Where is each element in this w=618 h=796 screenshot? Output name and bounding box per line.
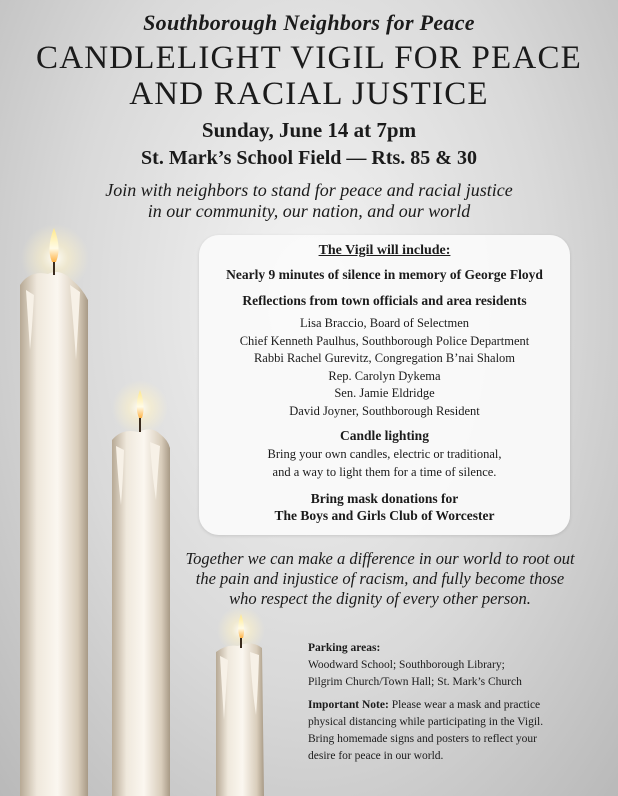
- intro-line-2: in our community, our nation, and our world: [147, 201, 471, 221]
- candle-small-icon: [216, 606, 265, 796]
- parking-heading: Parking areas:: [308, 642, 381, 654]
- important-line-3: Bring homemade signs and posters to reflect your: [308, 733, 537, 745]
- speaker-item: David Joyner, Southborough Resident: [289, 403, 480, 418]
- program-heading: The Vigil will include:: [318, 243, 451, 258]
- closing-line-1: Together we can make a difference in our world to root out: [185, 549, 575, 568]
- candle-lighting-heading: Candle lighting: [340, 428, 429, 443]
- candle-lighting-text: [199, 446, 570, 481]
- speaker-item: Chief Kenneth Paulhus, Southborough Police Department: [239, 333, 530, 348]
- important-line-2: physical distancing while participating in the Vigil.: [308, 716, 544, 728]
- speaker-item: Sen. Jamie Eldridge: [334, 386, 435, 400]
- important-label: Important Note:: [308, 699, 389, 711]
- mask-line-1: Bring mask donations for: [310, 491, 459, 506]
- closing-line-3: who respect the dignity of every other person.: [229, 589, 531, 608]
- title-line-2: AND RACIAL JUSTICE: [129, 76, 489, 112]
- closing-statement: [160, 549, 600, 609]
- organization-name: Southborough Neighbors for Peace: [143, 10, 475, 35]
- intro-text: [40, 180, 578, 222]
- parking-line-1: Woodward School; Southborough Library;: [308, 659, 505, 671]
- speaker-item: Lisa Braccio, Board of Selectmen: [299, 316, 470, 330]
- speaker-item: Rabbi Rachel Gurevitz, Congregation B’nai Shalom: [253, 351, 516, 365]
- mask-line-2: The Boys and Girls Club of Worcester: [274, 508, 495, 523]
- event-title: [0, 40, 618, 112]
- important-note: [308, 697, 608, 714]
- silence-item: Nearly 9 minutes of silence in memory of George Floyd: [226, 267, 543, 282]
- title-line-1: CANDLELIGHT VIGIL FOR PEACE: [35, 40, 583, 76]
- parking-line-2: Pilgrim Church/Town Hall; St. Mark’s Church: [308, 676, 522, 688]
- important-line-4: desire for peace in our world.: [308, 750, 444, 762]
- mask-donation-text: [199, 490, 570, 524]
- important-line-1: Please wear a mask and practice: [388, 699, 541, 711]
- event-date: Sunday, June 14 at 7pm: [201, 118, 417, 142]
- candle-line-2: and a way to light them for a time of silence.: [272, 464, 497, 479]
- candle-large-icon: [20, 224, 89, 796]
- event-location: St. Mark’s School Field — Rts. 85 & 30: [141, 147, 477, 169]
- intro-line-1: Join with neighbors to stand for peace and racial justice: [105, 180, 513, 200]
- speaker-list: [199, 315, 570, 420]
- reflections-heading: Reflections from town officials and area residents: [242, 293, 527, 308]
- notes-section: [308, 640, 608, 765]
- program-box: [199, 235, 570, 535]
- candle-line-1: Bring your own candles, electric or traditional,: [267, 447, 502, 461]
- closing-line-2: the pain and injustice of racism, and fully become those: [195, 569, 565, 588]
- speaker-item: Rep. Carolyn Dykema: [328, 368, 441, 383]
